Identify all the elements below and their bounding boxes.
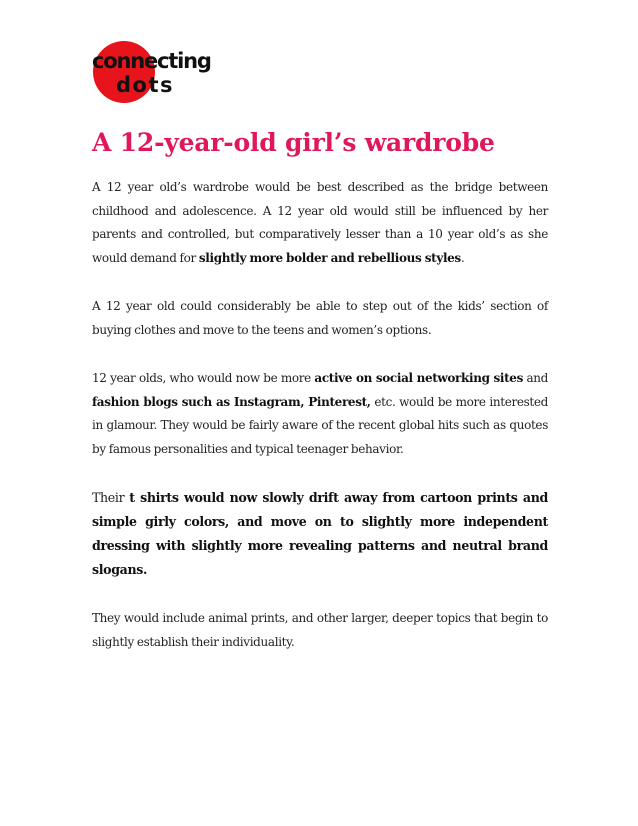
logo-graphic xyxy=(88,34,228,104)
paragraph-3: 12 year olds, who would now be more active on social networking sites and fashion blogs such as Instagram, Pinterest, etc. would be more interested in glamour. They would be fairly aware of the recent global hits such as quotes by famous personalities and typical teenager behavior. xyxy=(92,371,549,456)
paragraph-4: Their t shirts would now slowly drift away from cartoon prints and simple girly colors, and move on to slightly more independent dressing with slightly more revealing patterns and neutral brand slogans. xyxy=(92,490,549,577)
logo-word-dots: dots xyxy=(116,73,174,97)
article-body xyxy=(92,176,548,679)
paragraph-5: They would include animal prints, and other larger, deeper topics that begin to slightly establish their individuality. xyxy=(92,611,548,649)
bold-phrase: slightly more bolder and rebellious styles xyxy=(198,250,461,265)
logo-word-connecting: connecting xyxy=(92,49,211,73)
bold-phrase: t shirts would now slowly drift away from cartoon prints and simple girly colors, and move on to slightly more independent dressing with slightly more revealing patterns and neutral brand slogans. xyxy=(92,490,549,577)
bold-phrase: fashion blogs such as Instagram, Pinterest, xyxy=(92,394,371,409)
bold-phrase: active on social networking sites xyxy=(314,371,523,385)
paragraph-1: A 12 year old’s wardrobe would be best described as the bridge between childhood and adolescence. A 12 year old would still be influenced by her parents and controlled, but comparatively lesser than a 10 year old’s as she would demand for slightly more bolder and rebellious styles. xyxy=(92,180,548,265)
paragraph-2: A 12 year old could considerably be able to step out of the kids’ section of buying clothes and move to the teens and women’s options. xyxy=(92,299,548,337)
page-title: A 12-year-old girl’s wardrobe xyxy=(92,128,495,157)
connecting-dots-logo xyxy=(88,34,228,104)
